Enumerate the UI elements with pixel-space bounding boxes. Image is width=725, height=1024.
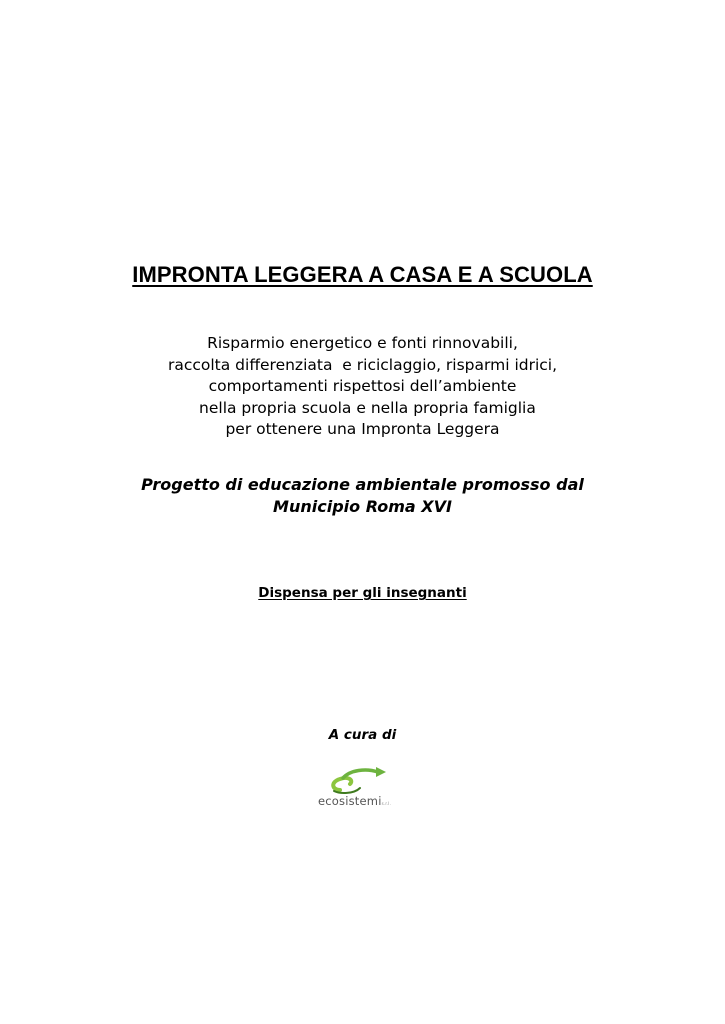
subtitle-line: raccolta differenziata e riciclaggio, risparmi idrici, — [167, 355, 558, 374]
project-line: Municipio Roma XVI — [273, 496, 452, 516]
document-title: IMPRONTA LEGGERA A CASA E A SCUOLA — [132, 262, 593, 287]
a-cura-di-label: A cura di — [328, 727, 397, 743]
logo-suffix: s.r.l. — [381, 801, 392, 806]
subtitle-line: per ottenere una Impronta Leggera — [225, 420, 500, 438]
logo-swoosh-lower — [333, 778, 351, 790]
logo-arrow-icon — [376, 767, 386, 777]
subtitle-line: nella propria scuola e nella propria famiglia — [189, 398, 536, 417]
dispensa-heading: Dispensa per gli insegnanti — [258, 585, 467, 601]
subtitle-line: Risparmio energetico e fonti rinnovabili, — [207, 334, 518, 352]
project-line: Progetto di educazione ambientale promosso dal — [141, 475, 584, 494]
logo-wordmark — [318, 794, 391, 808]
subtitle-line: comportamenti rispettosi dell’ambiente — [208, 377, 517, 395]
logo-name: ecosistemi — [318, 794, 382, 808]
ecosistemi-logo-icon — [310, 764, 410, 796]
document-subtitle — [0, 333, 725, 441]
ecosistemi-logo — [310, 764, 410, 814]
project-description — [0, 474, 725, 517]
